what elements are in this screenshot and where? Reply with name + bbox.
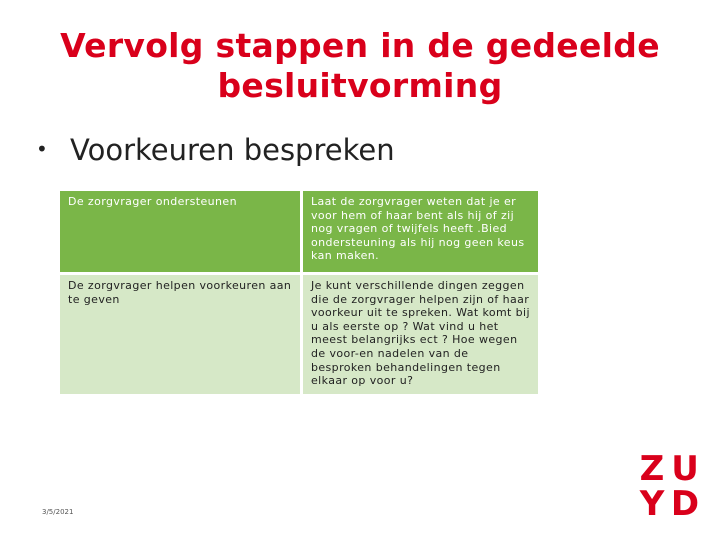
row-description: Je kunt verschillende dingen zeggen die de zorgvrager helpen zijn of haar voorkeur uit te spreken. Wat komt bij u als eerste op ? Wat vind u het meest belangrijks ect ? Hoe wegen de voor-en nadelen van de besproken behandelingen tegen elkaar op voor u? <box>302 274 539 395</box>
logo-letter: Y <box>639 484 665 518</box>
zuyd-logo <box>636 450 702 518</box>
logo-letter: D <box>670 484 700 518</box>
title-line-1: Vervolg stappen in de gedeelde <box>60 26 660 65</box>
row-label: De zorgvrager ondersteunen <box>60 191 302 274</box>
bullet-text: Voorkeuren bespreken <box>70 133 395 167</box>
table-row <box>60 191 538 274</box>
slide-date: 3/5/2021 <box>42 508 74 516</box>
title-line-2: besluitvorming <box>217 66 503 105</box>
table-row <box>60 274 538 395</box>
steps-table <box>60 191 538 394</box>
slide-title <box>20 26 700 106</box>
logo-letter: U <box>671 450 699 489</box>
logo-letter: Z <box>639 450 665 489</box>
bullet-dot-icon: • <box>36 137 48 161</box>
bullet-item <box>36 129 395 170</box>
row-description: Laat de zorgvrager weten dat je er voor hem of haar bent als hij of zij nog vragen of twijfels heeft .Bied ondersteuning als hij nog geen keus kan maken. <box>302 191 539 274</box>
row-label: De zorgvrager helpen voorkeuren aan te geven <box>60 274 302 395</box>
